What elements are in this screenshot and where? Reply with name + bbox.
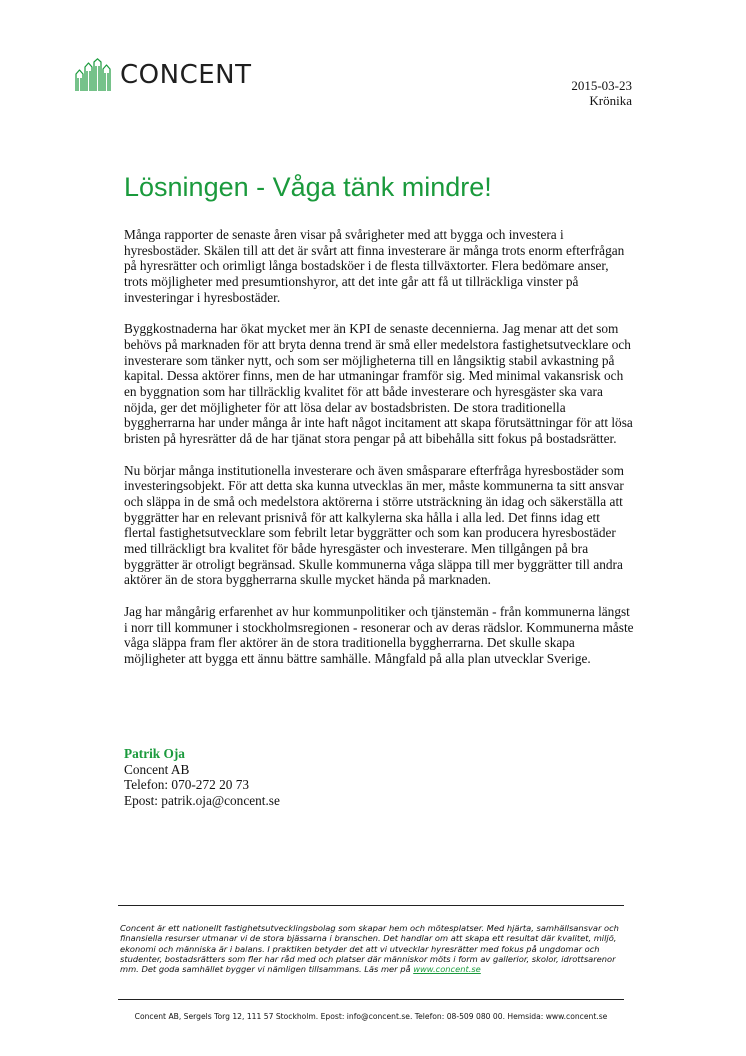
article-paragraph: Byggkostnaderna har ökat mycket mer än KPI de senaste decennierna. Jag menar att det som behövs på marknaden för att bryta denna trend är små eller medelstora fastighetsutvecklare och investerare som tänker nytt, och som ser möjligheterna till en långsiktig stabil avkastning på kapital. Dessa aktörer finns, men de har utmaningar framför sig. Med minimal vakansrisk och en byggnation som har tillräcklig kvalitet för att både investerare och hyresgäster ska vara nöjda, ger det möjligheter för att lösa delar av bostadsbristen. De stora traditionella byggherrarna har under många år inte haft något incitament att skapa förutsättningar för att lösa bristen på hyresrätter då de har tjänat stora pengar på att bibehålla sitt fokus på bostadsrätter. (124, 321, 633, 447)
company-contact-line: Concent AB, Sergels Torg 12, 111 57 Stockholm. Epost: info@concent.se. Telefon: 08-509 080 00. Hemsida: www.concent.se (134, 1012, 608, 1021)
company-description-text: Concent är ett nationellt fastighetsutvecklingsbolag som skapar hem och mötesplatser. Med hjärta, samhällsansvar och finansiella resurser utmanar vi de stora bjässarna i branschen. Det handlar om att skapa ett resultat där kvalitet, miljö, ekonomi och människa är i balans. I praktiken betyder det att vi utvecklar hyresrätter med fokus på ungdomar och studenter, bostadsrätters som fler har råd med och platser där människor möts i form av gallerior, skolor, idrottsarenor mm. Det goda samhället bygger vi nämligen tillsammans. Läs mer på (120, 923, 619, 975)
company-description (120, 923, 624, 974)
article-paragraph: Nu börjar många institutionella investerare och även småsparare efterfråga hyresbostäder som investeringsobjekt. För att detta ska kunna utvecklas än mer, måste kommunerna ta sitt ansvar och släppa in de små och medelstora aktörerna i större utsträckning än idag och säkerställa att byggrätter har en relevant prisnivå för att kalkylerna ska hålla i alla led. Det finns idag ett flertal fastighetsutvecklare som febrilt letar byggrätter och som kan producera hyresbostäder med tillräckligt bra kvalitet för både hyresgäster och investerare. Men tillgången på bra byggrätter är otroligt begränsad. Skulle kommunerna våga släppa till mer byggrätter till andra aktörer än de stora byggherrarna skulle mycket hända på marknaden. (124, 462, 624, 588)
document-date: 2015-03-23 (571, 78, 632, 93)
author-email: Epost: patrik.oja@concent.se (124, 793, 280, 809)
footer-divider-top (118, 905, 624, 906)
company-website-link[interactable]: www.concent.se (413, 964, 481, 975)
logo-wordmark: CONCENT (120, 60, 252, 90)
author-phone: Telefon: 070-272 20 73 (124, 777, 249, 793)
article-paragraph: Jag har mångårig erfarenhet av hur kommunpolitiker och tjänstemän - från kommunerna längst i norr till kommuner i stockholmsregionen - resonerar och av deras rädslor. Kommunerna måste våga släppa fram fler aktörer än de stora traditionella byggherrarna. Det skulle skapa möjligheter att bygga ett ännu bättre samhälle. Mångfald på alla plan utvecklar Sverige. (124, 603, 634, 666)
document-meta (571, 78, 632, 108)
document-category: Krönika (589, 93, 632, 108)
author-name: Patrik Oja (124, 746, 185, 761)
author-company: Concent AB (124, 761, 190, 777)
company-logo (74, 56, 251, 94)
building-logo-icon (74, 58, 114, 92)
article-title: Lösningen - Våga tänk mindre! (124, 172, 492, 202)
article-paragraph: Många rapporter de senaste åren visar på svårigheter med att bygga och investera i hyresbostäder. Skälen till att det är svårt att finna investerare är många trots enorm efterfrågan på hyresrätter och orimligt långa bostadsköer i de flesta tillväxtorter. Flera bedömare anser, trots möjligheter med presumtionshyror, att det inte går att få ut tillräckliga vinster på investeringar i hyresbostäder. (124, 227, 625, 305)
article-body (124, 227, 634, 682)
footer-divider-bottom (118, 999, 624, 1000)
author-signature (124, 746, 280, 809)
